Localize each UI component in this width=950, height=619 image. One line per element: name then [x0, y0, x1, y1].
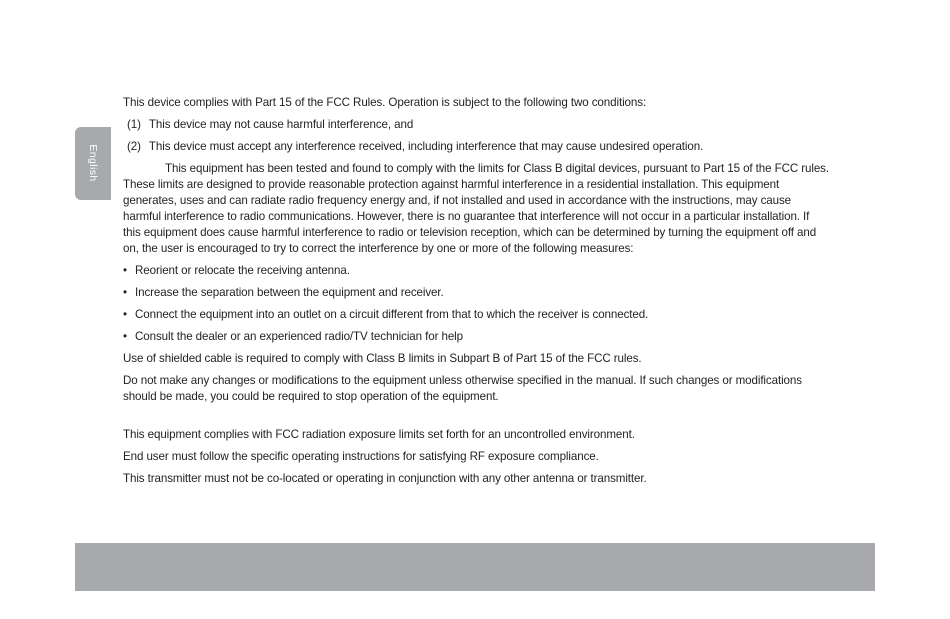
- condition-text: This device may not cause harmful interference, and: [148, 118, 414, 131]
- footer-bar: [75, 543, 875, 591]
- fcc-statement: [123, 95, 829, 493]
- language-tab-label: English: [87, 144, 99, 182]
- measure-item: • Connect the equipment into an outlet on a circuit different from that to which the receiver is connected.: [123, 307, 829, 323]
- condition-item: [123, 117, 829, 133]
- rf-exposure-line: This transmitter must not be co-located or operating in conjunction with any other antenna or transmitter.: [123, 472, 647, 485]
- shielded-cable-note: Use of shielded cable is required to comply with Class B limits in Subpart B of Part 15 of the FCC rules.: [123, 352, 642, 365]
- measure-item: • Reorient or relocate the receiving antenna.: [123, 263, 829, 279]
- measure-item: • Consult the dealer or an experienced radio/TV technician for help: [123, 329, 829, 345]
- modifications-warning: Do not make any changes or modifications to the equipment unless otherwise specified in the manual. If such changes or modifications should be made, you could be required to stop operation of the equipment.: [123, 374, 802, 403]
- rf-exposure-line: This equipment complies with FCC radiation exposure limits set forth for an uncontrolled environment.: [123, 428, 635, 441]
- condition-number: (2): [127, 140, 141, 153]
- condition-item: [123, 139, 829, 155]
- rf-exposure-line: End user must follow the specific operating instructions for satisfying RF exposure compliance.: [123, 450, 599, 463]
- condition-number: (1): [127, 118, 141, 131]
- fcc-intro: This device complies with Part 15 of the FCC Rules. Operation is subject to the following two conditions:: [123, 96, 647, 109]
- class-b-paragraph: This equipment has been tested and found to comply with the limits for Class B digital devices, pursuant to Part 15 of the FCC rules. These limits are designed to provide reasonable protection against harmful interference in a residential installation. This equipment generates, uses and can radiate radio frequency energy and, if not installed and used in accordance with the instructions, may cause harmful interference to radio communications. However, there is no guarantee that interference will not occur in a particular installation. If this equipment does cause harmful interference to radio or television reception, which can be determined by turning the equipment off and on, the user is encouraged to try to correct the interference by one or more of the following measures:: [123, 162, 829, 255]
- language-tab: [75, 127, 111, 200]
- section-spacer: [123, 411, 829, 427]
- measure-item: • Increase the separation between the equipment and receiver.: [123, 285, 829, 301]
- condition-text: This device must accept any interference received, including interference that may cause undesired operation.: [148, 140, 704, 153]
